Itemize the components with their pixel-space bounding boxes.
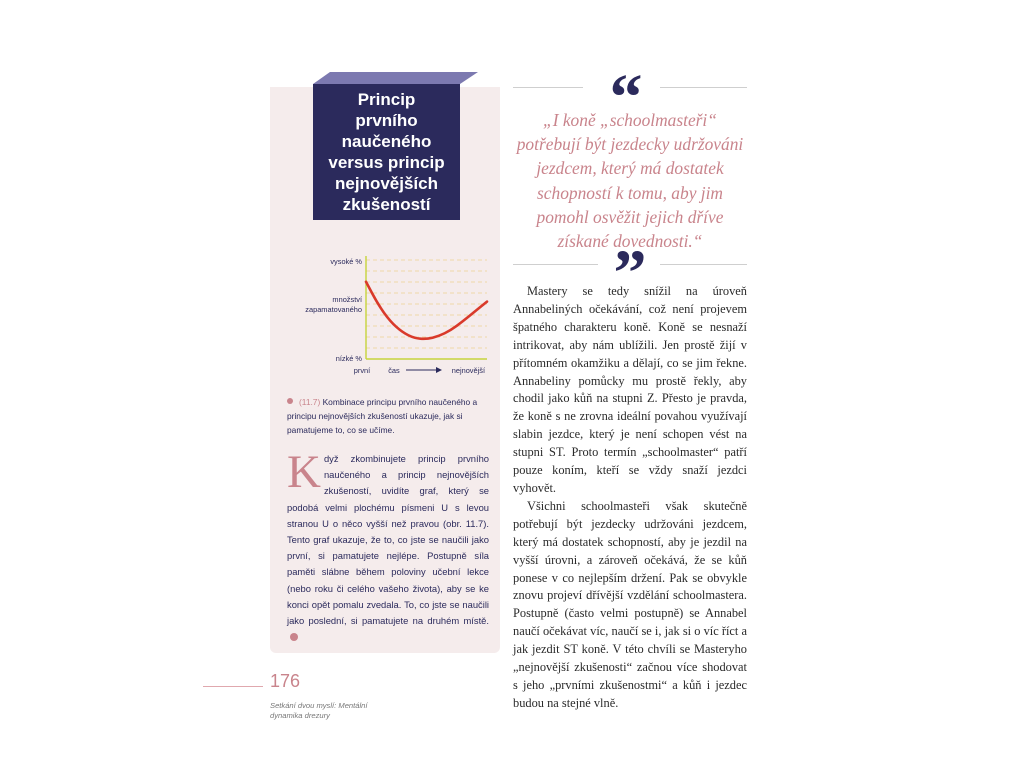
quote-rule-top-left xyxy=(513,87,583,88)
sidebar-title-block xyxy=(300,72,480,230)
x-tick-label-first: první xyxy=(353,366,371,375)
series-line xyxy=(366,282,487,339)
dropcap-letter: K xyxy=(287,446,321,498)
sidebar-paragraph xyxy=(287,446,489,645)
page-number: 176 xyxy=(270,671,301,691)
caption-text: Kombinace principu prvního naučeného a principu nejnovějších zkušeností ukazuje, jak si pamatujeme to, co se učíme. xyxy=(287,397,478,435)
quote-rule-bottom-left xyxy=(513,264,598,265)
memory-curve-chart xyxy=(272,248,497,383)
y-tick-label-mid: množství zapamatovaného xyxy=(305,295,362,314)
footer-rule xyxy=(203,686,263,687)
arrow-right-icon xyxy=(436,367,442,373)
open-quote-icon: “ xyxy=(609,61,643,134)
pull-quote: „I koně „schoolmasteři“ potřebují být jezdecky udržováni jezdcem, který má dostatek schopností k tomu, aby jim pomohl osvěžit jejich dříve získané dovednosti.“ xyxy=(516,110,744,252)
body-paragraph-1: Mastery se tedy snížil na úroveň Annabeliných očekávání, což není projevem špatného charakteru koně. Koně se nesnaží intrikovat, aby nám ublížili. Jen prostě žijí v přítomném okamžiku a dělají, co se jim řekne. Annabeliny pomůcky mu prostě řekly, aby chodil jako kůň na stupni Z. Přesto je pravda, že koně s ne zrovna ideální povahou využívají slabin jezdce, který je není schopen vést na stupni ST. Proto termín „schoolmaster“ patří pouze koním, kteří se vždy snaží jezdci vyhovět. xyxy=(513,284,747,495)
quote-rule-top-right xyxy=(660,87,747,88)
body-paragraph-2: Všichni schoolmasteři však skutečně potřebují být jezdecky udržováni jezdcem, který má dostatek schopností, aby je jezdil na vyšší úrovni, a zároveň očekává, že se kůň ponese v co nejlepším držení. Pak se obvykle znovu projeví dřívější vzdělání schoolmastera. Postupně (často velmi postupně) se Annabel naučí očekávat víc, naučí se i, jak si o víc říct a jak jezdit ST koně. V této chvíli se Masteryho „nejnovější zkušenosti“ začnou více shodovat s jeho „prvními zkušenostmi“ a kůň i jezdec budou na stejné vlně. xyxy=(513,498,747,710)
body-text xyxy=(513,283,747,713)
figure-caption xyxy=(287,395,487,437)
sidebar-paragraph-text: dyž zkombinujete princip prvního naučeného a princip nejnovějších zkušeností, uvidíte graf, který se podobá velmi plochému písmeni U s levou stranou U o něco vyšší než pravou (obr. 11.7). Tento graf ukazuje, že to, co jste se naučili jako první, si pamatujete nejlépe. Postupně síla paměti slábne během poloviny učební lekce (nebo roku či celého vašeho života), aby se ke konci opět pomalu zvedala. To, co jste se naučili jako poslední, si pamatujete na druhém místě. xyxy=(287,453,489,627)
sidebar-title: Princip prvního naučeného versus princip nejnovějších zkušeností xyxy=(313,84,460,220)
y-tick-label-low: nízké % xyxy=(335,354,362,363)
x-axis-label: čas xyxy=(388,366,400,375)
y-tick-label-high: vysoké % xyxy=(330,257,362,266)
end-mark-icon xyxy=(290,633,298,641)
caption-number: (11.7) xyxy=(299,397,321,407)
running-footer: Setkání dvou myslí: Mentální dynamika drezury xyxy=(270,701,368,720)
close-quote-icon: ” xyxy=(613,237,647,310)
x-tick-label-latest: nejnovější xyxy=(451,366,485,375)
bullet-dot-icon xyxy=(287,398,293,404)
quote-rule-bottom-right xyxy=(660,264,747,265)
